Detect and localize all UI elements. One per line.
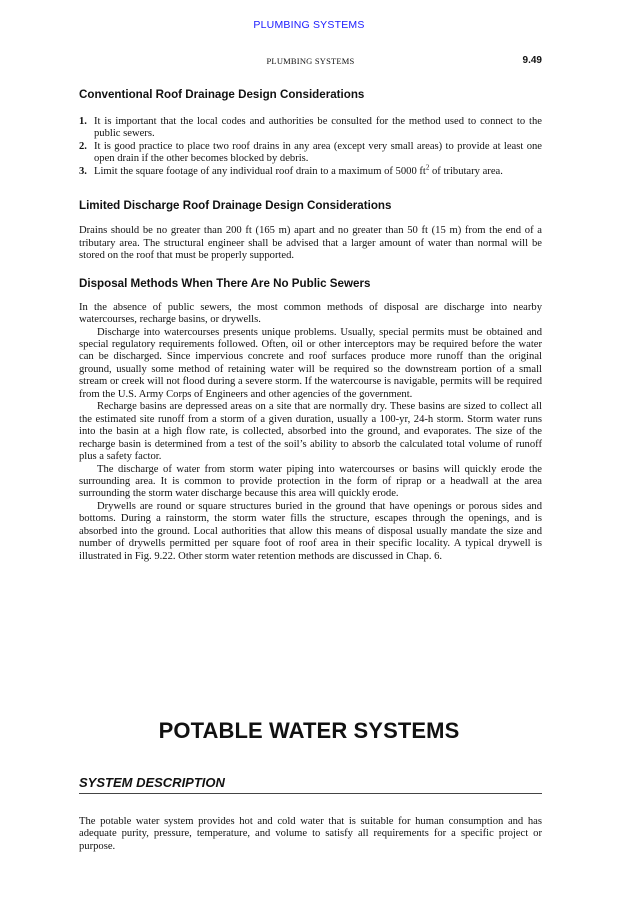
paragraph: Drywells are round or square structures buried in the ground that have openings or porous sides and bottoms. During a rainstorm, the storm water fills the structure, escapes through the openings, and is absorbed into the ground. Local authorities that allow this means of disposal usually mandate the size and number of drywells permitted per square foot of roof area in their specific locality. A typical drywell is illustrated in Fig. 9.22. Other storm water retention methods are discussed in Chap. 6. [79,500,542,562]
conventional-roof-drainage-list [79,116,542,178]
paragraph: The discharge of water from storm water piping into watercourses or basins will quickly erode the surrounding area. It is common to provide protection in the form of riprap or a headwall at the area surrounding the storm water discharge because this area will quickly erode. [79,463,542,500]
section-heading-limited-discharge: Limited Discharge Roof Drainage Design Considerations [79,199,392,213]
page-number: 9.49 [522,55,542,66]
list-item-text [94,163,503,177]
top-banner: PLUMBING SYSTEMS [253,19,365,31]
list-number: 3. [79,165,87,177]
list-number: 2. [79,140,87,152]
list-item [79,116,542,141]
list-item-text-after: of tributary area. [429,165,503,177]
system-description-heading: SYSTEM DESCRIPTION [79,775,542,794]
section-heading-disposal-methods: Disposal Methods When There Are No Public Sewers [79,276,371,290]
list-item-text-before: Limit the square footage of any individual roof drain to a maximum of 5000 ft [94,165,426,177]
paragraph: The potable water system provides hot and cold water that is suitable for human consumption and has adequate purity, pressure, temperature, and volume to satisfy all requirements for a specific project or purpose. [79,816,542,852]
section-heading-conventional-roof-drainage: Conventional Roof Drainage Design Considerations [79,88,365,101]
main-content [79,88,542,563]
list-item-text: It is good practice to place two roof drains in any area (except very small areas) to provide at least one open drain if the other becomes blocked by debris. [94,140,542,165]
system-description-body [79,816,542,853]
chapter-section-title: POTABLE WATER SYSTEMS [158,718,460,743]
paragraph: Recharge basins are depressed areas on a site that are normally dry. These basins are sized to collect all the estimated site runoff from a storm of a given duration, usually a 100-yr, 24-h storm. Storm water runs into the basin at a high flow rate, is collected, absorbed into the ground, and evaporates. The size of the recharge basin is determined from a test of the soil’s ability to absorb the calculated total volume of runoff plus a safety factor. [79,401,542,463]
limited-discharge-paragraph: Drains should be no greater than 200 ft (165 m) apart and no greater than 50 ft (15 m) from the end of a tributary area. The structural engineer shall be advised that a larger amount of water than normal will be stored on the roof that must be properly supported. [79,225,542,262]
paragraph: In the absence of public sewers, the most common methods of disposal are discharge into nearby watercourses, recharge basins, or drywells. [79,301,542,326]
list-number: 1. [79,116,87,127]
list-item [79,163,542,178]
paragraph: Discharge into watercourses presents unique problems. Usually, special permits must be obtained and special regulatory requirements followed. Often, oil or other interceptors may be required before the water can be discharged. Since impervious concrete and roof surfaces produce more runoff than the original ground, usually some method of retaining water will be required so the downstream portion of a small stream or creek will not flood during a severe storm. If the watercourse is navigable, permits will be required from the U.S. Army Corps of Engineers and other agencies of the government. [79,326,542,400]
running-head-title: PLUMBING SYSTEMS [266,56,355,66]
disposal-methods-body [79,302,542,564]
list-item [79,141,542,166]
superscript-exponent: 2 [425,163,430,172]
running-head [79,55,542,69]
list-item-text: It is important that the local codes and authorities be consulted for the method used to connect to the public sewers. [94,116,542,140]
